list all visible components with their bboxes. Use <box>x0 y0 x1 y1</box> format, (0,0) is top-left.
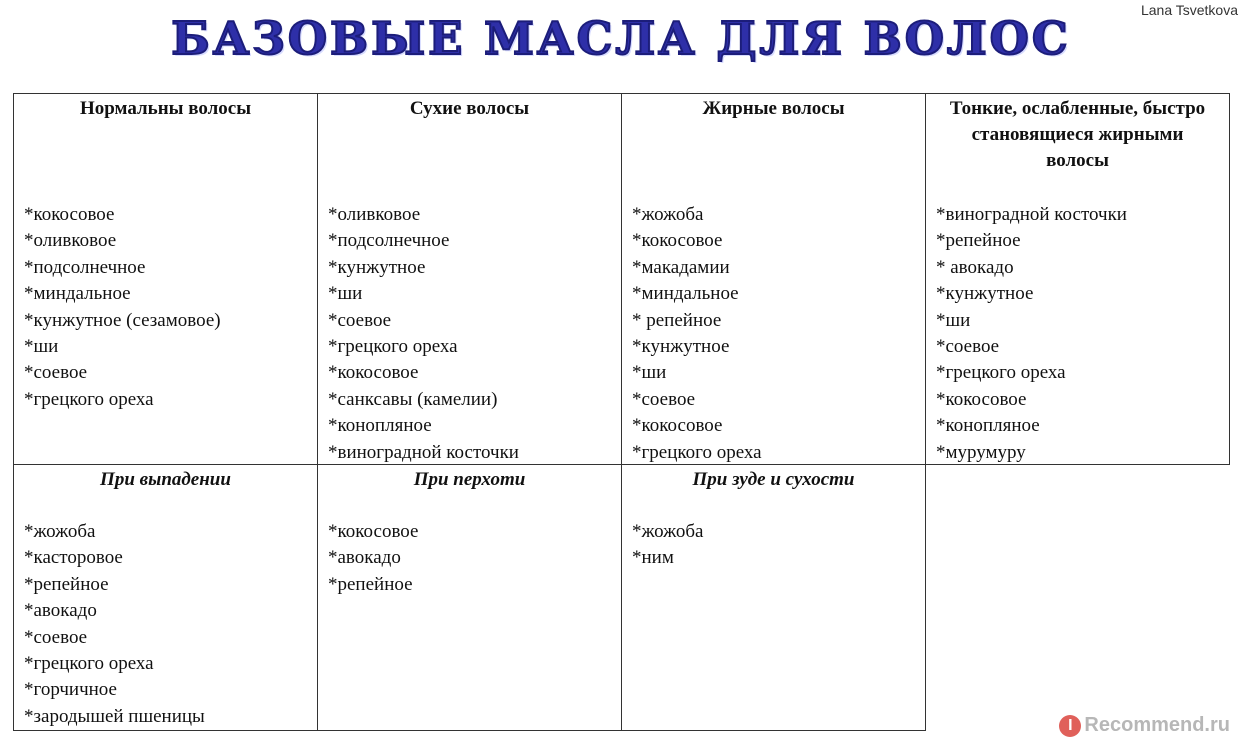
oil-item: *подсолнечное <box>328 230 450 252</box>
oil-item: *кунжутное <box>936 283 1034 305</box>
column-heading: При зуде и сухости <box>692 469 855 490</box>
oil-item: *грецкого ореха <box>632 441 762 463</box>
oil-item: *авокадо <box>328 547 401 569</box>
oil-item: *авокадо <box>24 600 97 622</box>
column-heading: Нормальны волосы <box>79 98 252 119</box>
oils-table <box>13 93 1230 731</box>
column-heading: Жирные волосы <box>702 98 845 119</box>
oil-item: *соевое <box>328 309 392 331</box>
oil-item: * репейное <box>632 309 722 331</box>
oil-item: *соевое <box>632 388 696 410</box>
table-row <box>14 465 1230 731</box>
oil-item: *конопляное <box>936 415 1040 437</box>
oil-item: *ши <box>24 336 59 358</box>
oil-item: *репейное <box>328 573 413 595</box>
oil-item: *кокосовое <box>24 204 115 225</box>
oil-item: *ши <box>328 283 363 305</box>
oil-item: *кокосовое <box>328 521 419 542</box>
cell-dandruff <box>318 465 622 731</box>
oil-list <box>14 519 317 730</box>
cell-normal-hair <box>14 94 318 465</box>
oil-item: *кунжутное <box>328 256 426 278</box>
cell-dry-hair <box>318 94 622 465</box>
oil-item: *санксавы (камелии) <box>328 388 498 410</box>
oil-item: *ним <box>632 547 674 569</box>
oil-item: *конопляное <box>328 415 432 437</box>
author-name: Lana Tsvetkova <box>1140 2 1238 18</box>
oil-item: *грецкого ореха <box>24 653 154 675</box>
oil-item: *оливковое <box>328 204 421 225</box>
oil-item: *репейное <box>24 573 109 595</box>
oil-list <box>622 202 925 466</box>
oil-item: *кокосовое <box>632 415 723 437</box>
oil-item: *кунжутное <box>632 336 730 358</box>
oil-item: *виноградной косточки <box>328 441 519 463</box>
oil-item: *кокосовое <box>936 388 1027 410</box>
oil-list <box>926 202 1229 466</box>
recommend-logo-icon: I <box>1059 715 1081 737</box>
site-watermark <box>1059 714 1230 737</box>
oil-list <box>14 202 317 413</box>
oil-item: *соевое <box>936 336 1000 358</box>
oil-item: *подсолнечное <box>24 256 146 278</box>
cell-thin-hair <box>926 94 1230 465</box>
oil-item: *оливковое <box>24 230 117 252</box>
oil-item: *горчичное <box>24 679 117 701</box>
watermark-text: Recommend.ru <box>1084 714 1230 736</box>
oil-item: *макадамии <box>632 256 730 278</box>
cell-hair-loss <box>14 465 318 731</box>
oil-item: *соевое <box>24 626 88 648</box>
oil-item: *зародышей пшеницы <box>24 705 205 727</box>
oil-item: *виноградной косточки <box>936 204 1127 225</box>
oil-list <box>622 519 925 572</box>
oil-item: *кокосовое <box>328 362 419 384</box>
oil-item: *ши <box>632 362 667 384</box>
oil-item: *грецкого ореха <box>328 336 458 358</box>
oil-item: *касторовое <box>24 547 123 569</box>
empty-cell <box>926 465 1230 731</box>
oil-item: * авокадо <box>936 256 1014 278</box>
oil-item: *грецкого ореха <box>936 362 1066 384</box>
oil-item: *мурумуру <box>936 441 1026 463</box>
cell-oily-hair <box>622 94 926 465</box>
oil-list <box>318 519 621 598</box>
column-heading: При перхоти <box>413 469 526 490</box>
oil-item: *жожоба <box>24 521 96 542</box>
oil-item: *грецкого ореха <box>24 388 154 410</box>
oil-item: *соевое <box>24 362 88 384</box>
column-heading: При выпадении <box>100 469 231 490</box>
oil-item: *миндальное <box>632 283 739 305</box>
oil-item: *кунжутное (сезамовое) <box>24 309 221 331</box>
column-heading: Тонкие, ослабленные, быстро становящиеся жирными волосы <box>949 98 1206 171</box>
column-heading: Сухие волосы <box>409 98 530 119</box>
page-title: БАЗОВЫЕ МАСЛА ДЛЯ ВОЛОС <box>171 12 1071 65</box>
oil-item: *кокосовое <box>632 230 723 252</box>
oil-item: *жожоба <box>632 521 704 542</box>
cell-itch-dryness <box>622 465 926 731</box>
oil-item: *миндальное <box>24 283 131 305</box>
oil-item: *репейное <box>936 230 1021 252</box>
table-row <box>14 94 1230 465</box>
oil-item: *ши <box>936 309 971 331</box>
oil-item: *жожоба <box>632 204 704 225</box>
oil-list <box>318 202 621 466</box>
